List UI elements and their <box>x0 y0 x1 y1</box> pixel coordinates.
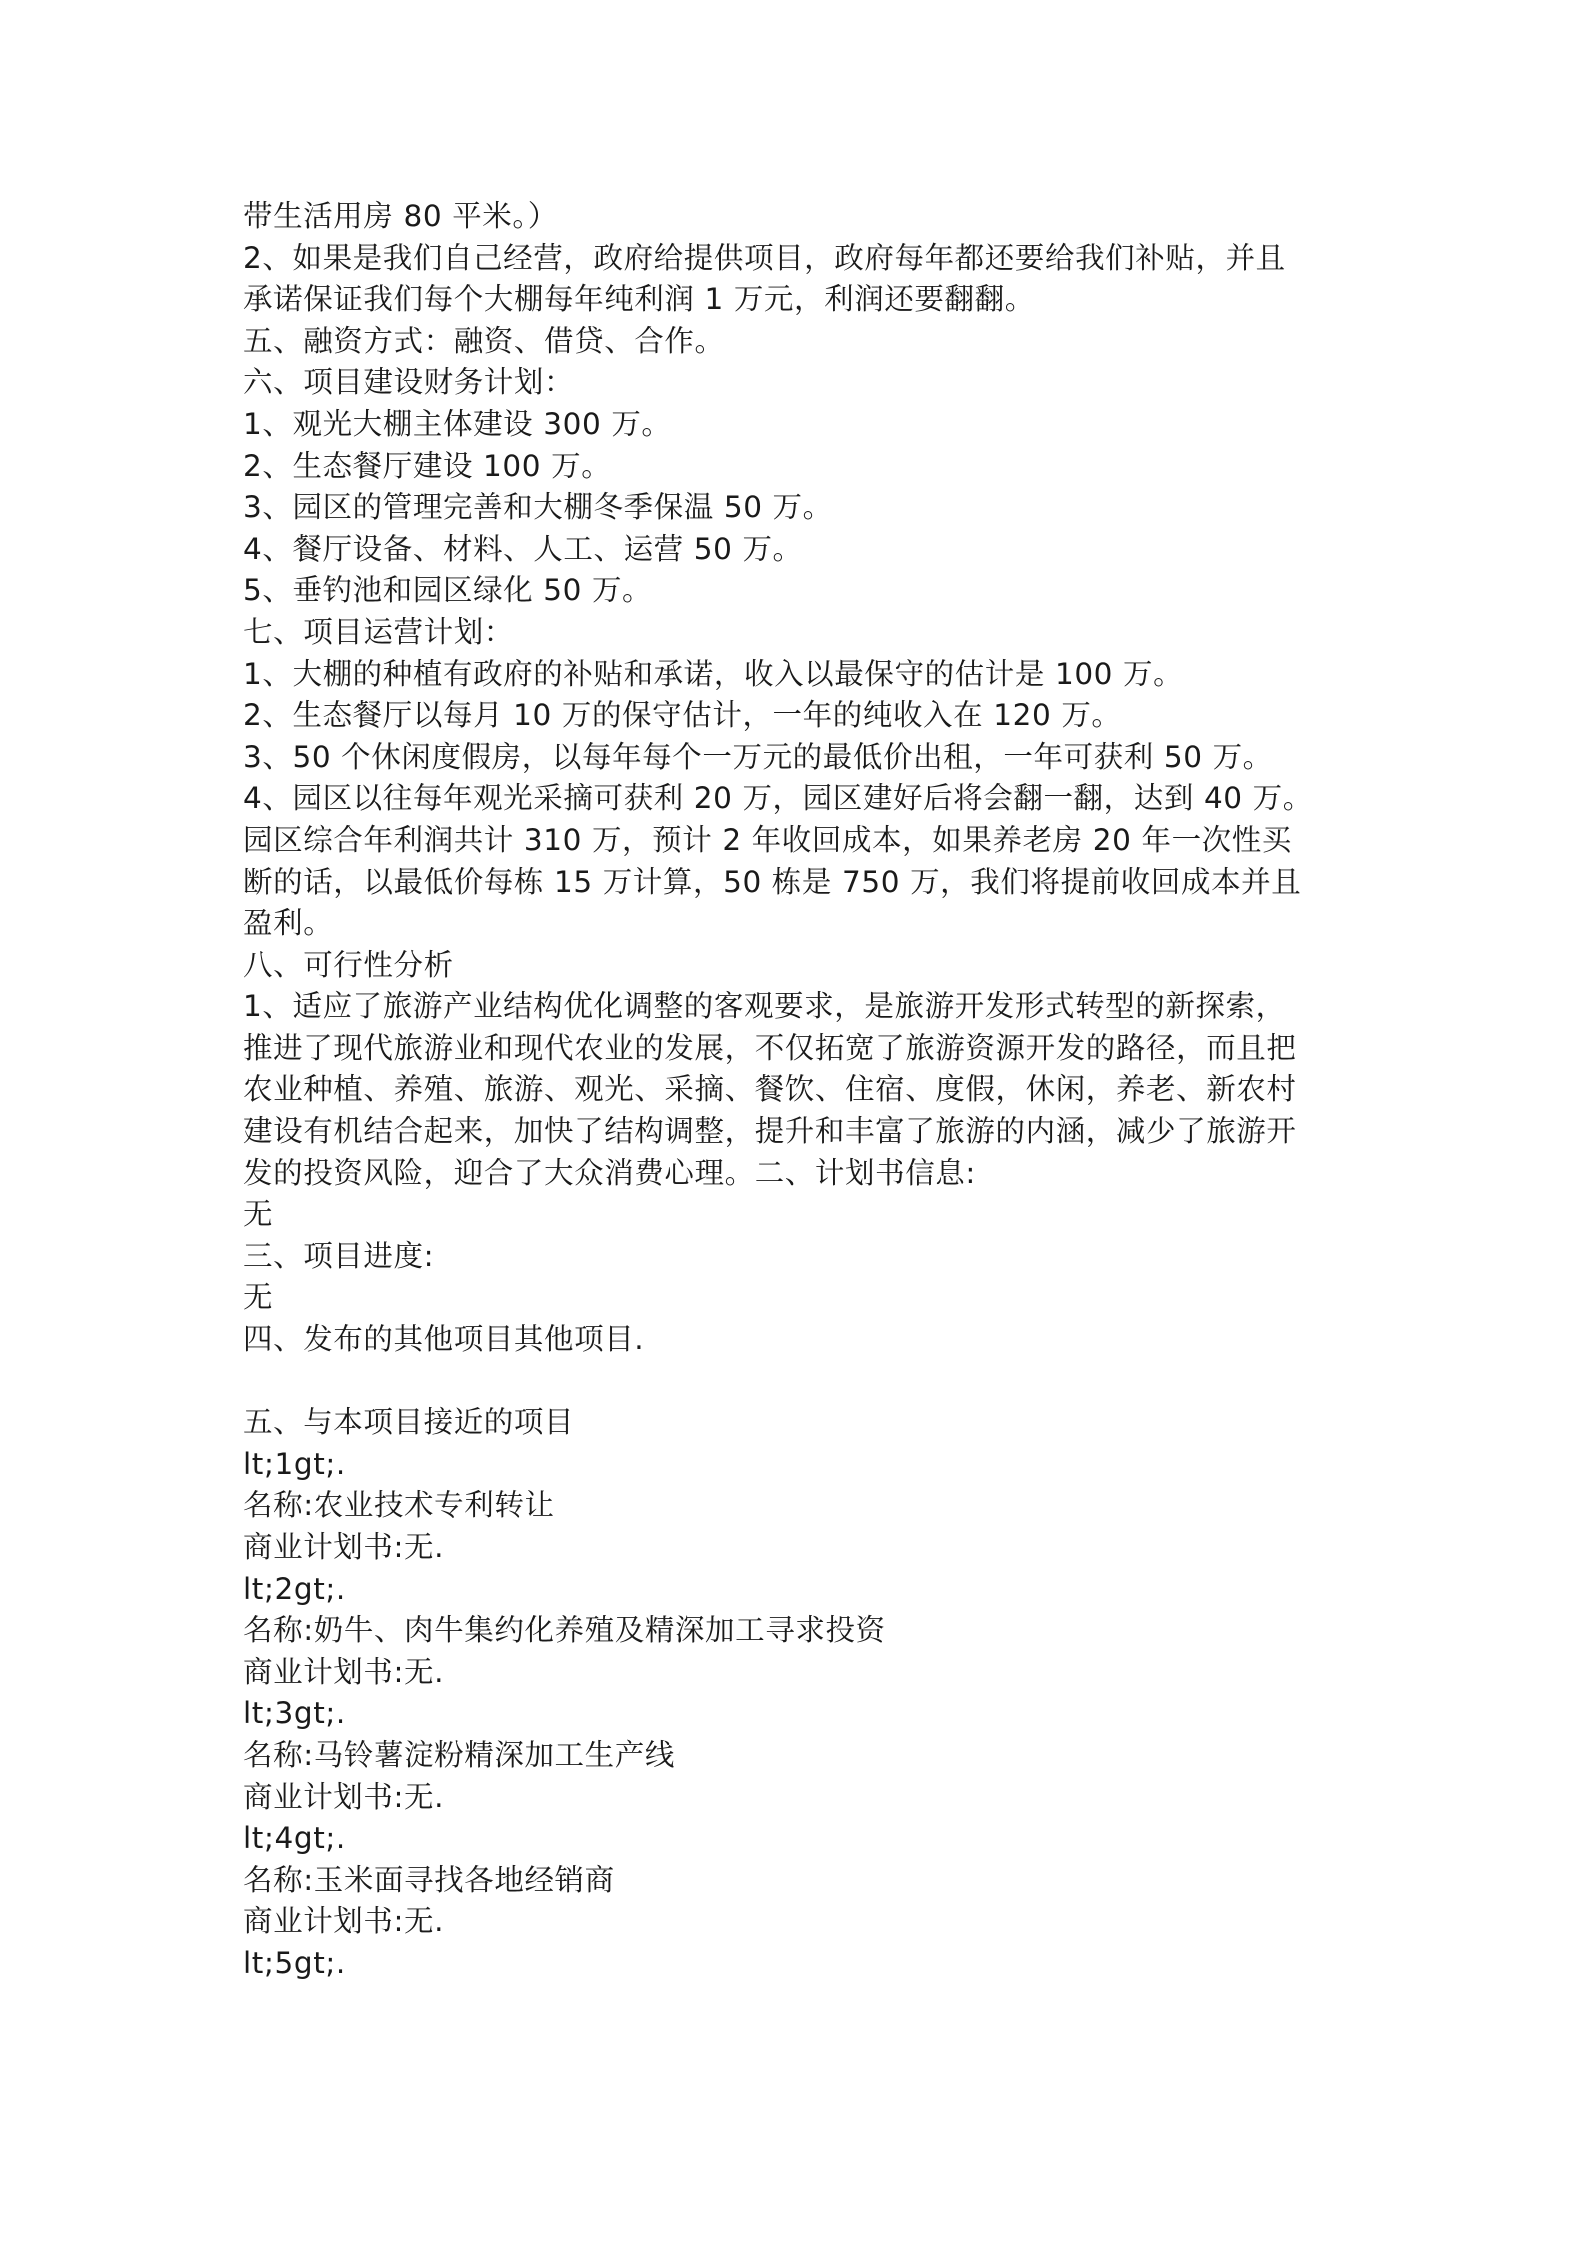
text-line: 断的话，以最低价每栋 15 万计算，50 栋是 750 万，我们将提前收回成本并且 <box>243 864 1302 899</box>
list-item: 2、生态餐厅以每月 10 万的保守估计，一年的纯收入在 120 万。 <box>243 698 1122 733</box>
related-project-index: lt;5gt;. <box>243 1945 346 1980</box>
related-project-plan: 商业计划书:无. <box>243 1904 445 1939</box>
list-item: 4、园区以往每年观光采摘可获利 20 万，园区建好后将会翻一翻，达到 40 万。 <box>243 781 1313 816</box>
related-project-index: lt;1gt;. <box>243 1446 346 1481</box>
document-body <box>243 196 1363 1985</box>
related-project-name: 名称:农业技术专利转让 <box>243 1488 555 1523</box>
list-item: 3、50 个休闲度假房，以每年每个一万元的最低价出租，一年可获利 50 万。 <box>243 739 1273 774</box>
list-item: 1、大棚的种植有政府的补贴和承诺，收入以最保守的估计是 100 万。 <box>243 656 1184 691</box>
related-project-plan: 商业计划书:无. <box>243 1654 445 1689</box>
section-heading: 四、发布的其他项目其他项目. <box>243 1322 645 1357</box>
text-line: 带生活用房 80 平米。） <box>243 199 558 233</box>
text-line: 2、如果是我们自己经营，政府给提供项目，政府每年都还要给我们补贴，并且 <box>243 240 1286 275</box>
related-project-index: lt;4gt;. <box>243 1821 346 1856</box>
related-project-name: 名称:马铃薯淀粉精深加工生产线 <box>243 1737 675 1772</box>
related-project-name: 名称:奶牛、肉牛集约化养殖及精深加工寻求投资 <box>243 1613 886 1648</box>
text-line: 发的投资风险，迎合了大众消费心理。二、计划书信息: <box>243 1155 976 1190</box>
text-line: 承诺保证我们每个大棚每年纯利润 1 万元，利润还要翻翻。 <box>243 282 1035 317</box>
related-project-index: lt;3gt;. <box>243 1696 346 1731</box>
section-heading: 八、可行性分析 <box>243 947 454 982</box>
text-line: 农业种植、养殖、旅游、观光、采摘、餐饮、住宿、度假，休闲，养老、新农村 <box>243 1072 1297 1107</box>
list-item: 3、园区的管理完善和大棚冬季保温 50 万。 <box>243 490 833 525</box>
section-heading: 五、融资方式：融资、借贷、合作。 <box>243 323 725 358</box>
list-item: 5、垂钓池和园区绿化 50 万。 <box>243 573 653 608</box>
list-item: 4、餐厅设备、材料、人工、运营 50 万。 <box>243 531 803 566</box>
section-heading: 五、与本项目接近的项目 <box>243 1405 575 1440</box>
list-item: 1、适应了旅游产业结构优化调整的客观要求，是旅游开发形式转型的新探索， <box>243 989 1286 1024</box>
text-line: 园区综合年利润共计 310 万，预计 2 年收回成本，如果养老房 20 年一次性买 <box>243 822 1292 857</box>
section-heading: 六、项目建设财务计划： <box>243 365 575 400</box>
text-line: 盈利。 <box>243 906 334 941</box>
list-item: 2、生态餐厅建设 100 万。 <box>243 448 612 483</box>
text-line: 建设有机结合起来，加快了结构调整，提升和丰富了旅游的内涵，减少了旅游开 <box>243 1114 1297 1149</box>
blank-line <box>243 1361 1363 1403</box>
text-line: 推进了现代旅游业和现代农业的发展，不仅拓宽了旅游资源开发的路径，而且把 <box>243 1030 1297 1065</box>
list-item: 1、观光大棚主体建设 300 万。 <box>243 406 672 441</box>
section-heading: 三、项目进度: <box>243 1238 435 1273</box>
text-line: 无 <box>243 1197 274 1232</box>
related-project-plan: 商业计划书:无. <box>243 1779 445 1814</box>
text-line: 无 <box>243 1280 274 1315</box>
section-heading: 七、项目运营计划： <box>243 614 514 649</box>
related-project-plan: 商业计划书:无. <box>243 1530 445 1564</box>
related-project-name: 名称:玉米面寻找各地经销商 <box>243 1862 615 1897</box>
related-project-index: lt;2gt;. <box>243 1571 346 1606</box>
